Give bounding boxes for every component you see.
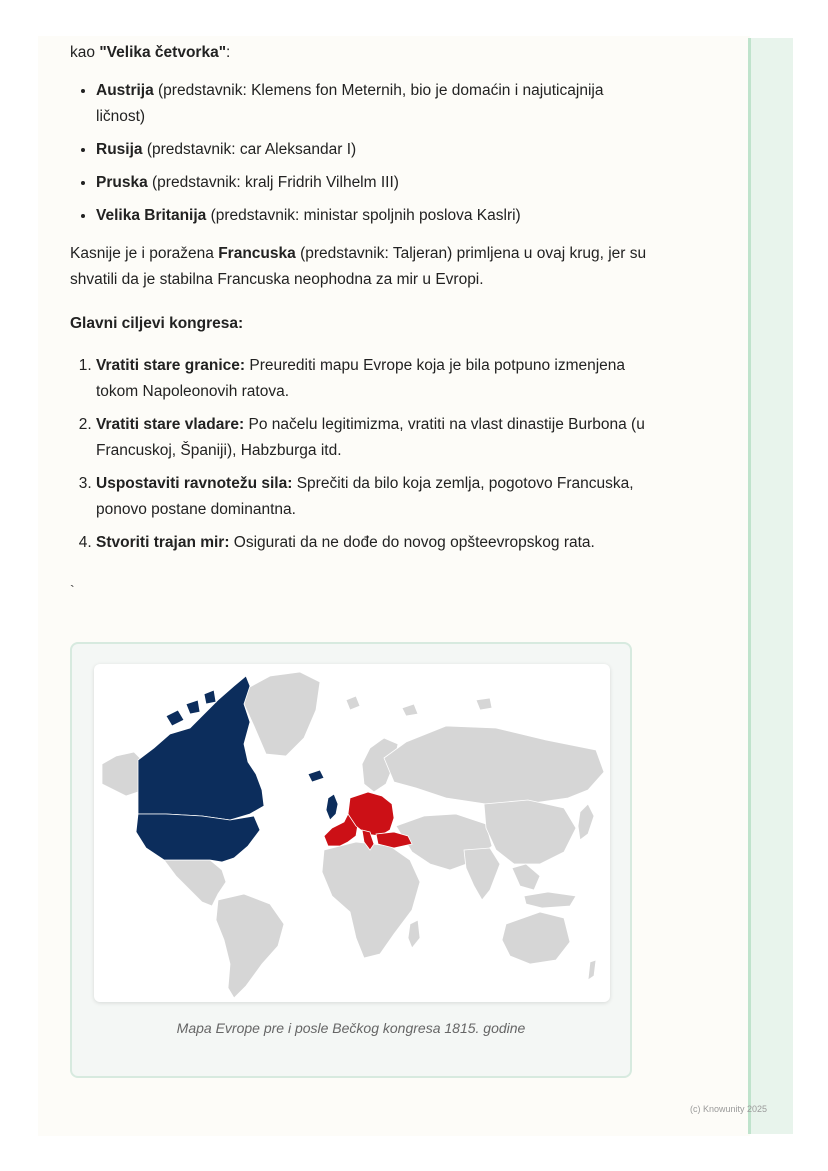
map-highlight-red: [324, 792, 412, 850]
map-region: [308, 770, 324, 782]
map-region: [216, 894, 284, 998]
stray-mark: `: [70, 582, 75, 598]
map-region: [322, 842, 420, 958]
map-region: [164, 860, 226, 906]
list-item: 2. Vratiti stare vladare: Po načelu legitimizma, vratiti na vlast dinastije Burbona (u Francuskoj, Španiji), Habzburga itd.: [96, 412, 650, 464]
map-region: [326, 794, 338, 820]
map-figure: [70, 642, 632, 1078]
map-region: [138, 676, 264, 820]
map-region: [408, 920, 420, 948]
map-region: [102, 752, 140, 796]
map-region: [244, 672, 320, 756]
map-region: [502, 912, 570, 964]
list-item: • Austrija (predstavnik: Klemens fon Meternih, bio je domaćin i najuticajnija ličnost): [96, 78, 650, 130]
map-region: [402, 704, 418, 716]
document-content: [70, 40, 650, 563]
right-sidebar: [748, 38, 793, 1134]
map-region: [166, 710, 184, 726]
list-item: • Velika Britanija (predstavnik: ministar spoljnih poslova Kaslri): [96, 203, 650, 229]
list-item: 4. Stvoriti trajan mir: Osigurati da ne dođe do novog opšteevropskog rata.: [96, 530, 650, 556]
map-region: [384, 726, 604, 804]
goals-list: [70, 353, 650, 556]
list-item: 3. Uspostaviti ravnotežu sila: Sprečiti da bilo koja zemlja, pogotovo Francuska, ponovo postane dominantna.: [96, 471, 650, 523]
map-region: [464, 848, 500, 900]
world-map-svg: [94, 664, 610, 1002]
big-four-term: "Velika četvorka": [99, 44, 227, 61]
members-list: [70, 78, 650, 229]
list-item: • Rusija (predstavnik: car Aleksandar I): [96, 137, 650, 163]
goals-heading: Glavni ciljevi kongresa:: [70, 315, 244, 332]
france-paragraph: Kasnije je i poražena Francuska (predstavnik: Taljeran) primljena u ovaj krug, jer su shvatili da je stabilna Francuska neophodna za mir u Evropi.: [70, 245, 647, 288]
map-region: [484, 800, 576, 864]
copyright-footer: (c) Knowunity 2025: [690, 1104, 768, 1114]
map-region: [346, 696, 360, 710]
map-region: [578, 804, 594, 840]
list-item: 1. Vratiti stare granice: Preurediti mapu Evrope koja je bila potpuno izmenjena tokom Napoleonovih ratova.: [96, 353, 650, 405]
list-item: • Pruska (predstavnik: kralj Fridrih Vilhelm III): [96, 170, 650, 196]
map-region: [588, 960, 596, 980]
map-caption: Mapa Evrope pre i posle Bečkog kongresa 1815. godine: [176, 1020, 526, 1036]
map-region: [204, 690, 216, 704]
map-region: [186, 700, 200, 714]
world-map: [94, 664, 610, 1002]
map-region: [476, 698, 492, 710]
map-region: [512, 864, 540, 890]
map-region: [136, 814, 260, 862]
intro-line: kao "Velika četvorka":: [70, 44, 231, 61]
map-region: [524, 892, 576, 908]
